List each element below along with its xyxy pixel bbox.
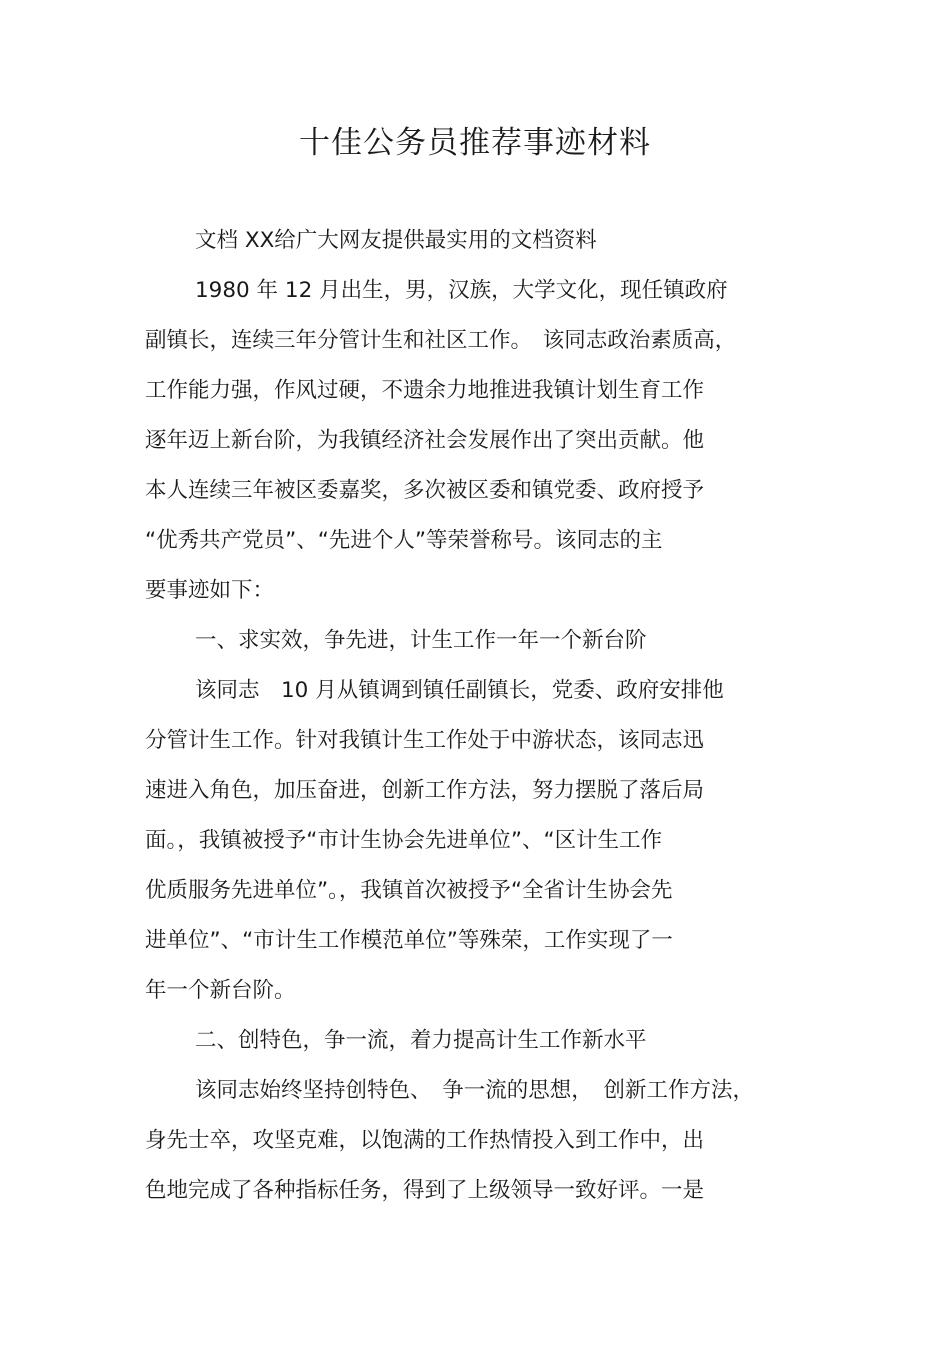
- document-title: 十佳公务员推荐事迹材料: [299, 125, 651, 161]
- paragraph-line: 本人连续三年被区委嘉奖，多次被区委和镇党委、政府授予: [145, 478, 705, 503]
- paragraph-line: 1980 年 12 月出生，男，汉族，大学文化，现任镇政府: [195, 278, 728, 303]
- paragraph-line: “优秀共产党员”、“先进个人”等荣誉称号。该同志的主: [145, 528, 663, 553]
- section-heading: 二、创特色，争一流，着力提高计生工作新水平: [195, 1028, 647, 1053]
- paragraph-line: 分管计生工作。针对我镇计生工作处于中游状态，该同志迅: [145, 728, 705, 753]
- paragraph-line: 身先士卒，攻坚克难，以饱满的工作热情投入到工作中，出: [145, 1128, 705, 1153]
- paragraph-line: 该同志始终坚持创特色、 争一流的思想， 创新工作方法，: [195, 1078, 755, 1103]
- paragraph-line: 色地完成了各种指标任务，得到了上级领导一致好评。一是: [145, 1178, 705, 1203]
- paragraph-line: 年一个新台阶。: [145, 978, 296, 1003]
- section-heading: 一、求实效，争先进，计生工作一年一个新台阶: [195, 628, 647, 653]
- paragraph-line: 该同志 10 月从镇调到镇任副镇长，党委、政府安排他: [195, 678, 724, 703]
- paragraph-line: 文档 XX给广大网友提供最实用的文档资料: [195, 228, 597, 253]
- paragraph-line: 面。，我镇被授予“市计生协会先进单位”、“区计生工作: [145, 828, 663, 853]
- paragraph-line: 进单位”、“市计生工作模范单位”等殊荣，工作实现了一: [145, 928, 673, 953]
- paragraph-line: 要事迹如下：: [145, 578, 275, 603]
- paragraph-line: 工作能力强，作风过硬，不遗余力地推进我镇计划生育工作: [145, 378, 705, 403]
- paragraph-line: 速进入角色，加压奋进，创新工作方法，努力摆脱了落后局: [145, 778, 705, 803]
- paragraph-line: 优质服务先进单位”。，我镇首次被授予“全省计生协会先: [145, 878, 673, 903]
- paragraph-line: 逐年迈上新台阶，为我镇经济社会发展作出了突出贡献。他: [145, 428, 705, 453]
- paragraph-line: 副镇长，连续三年分管计生和社区工作。 该同志政治素质高，: [145, 328, 737, 353]
